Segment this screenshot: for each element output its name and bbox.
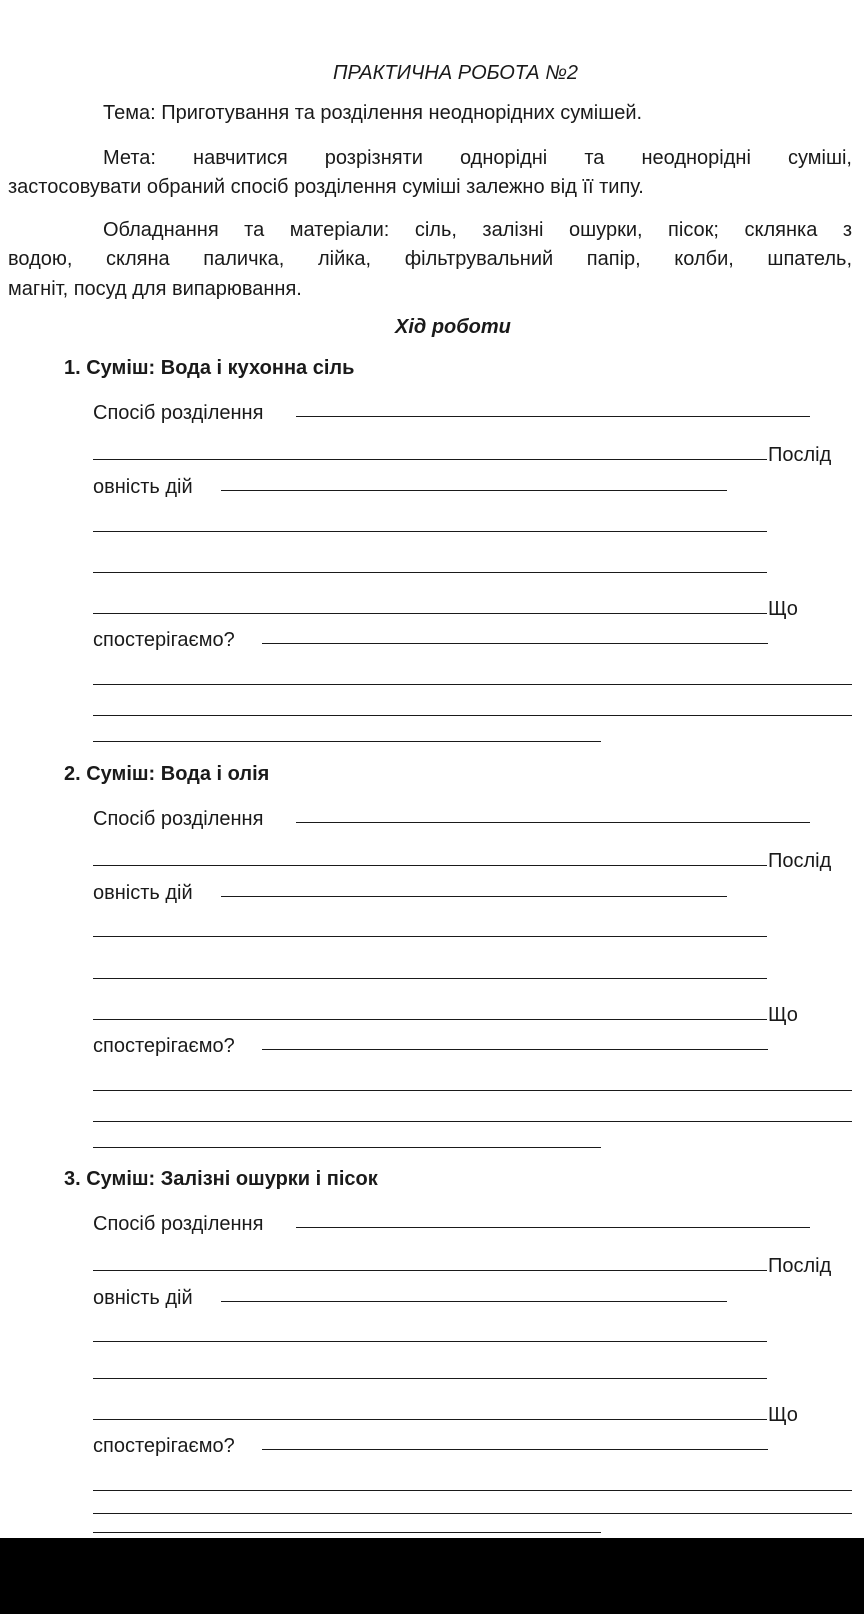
observe-label-part1: Що [768, 598, 798, 620]
sequence-label-part2: овність дій [93, 476, 193, 498]
equipment-line-2: водою, скляна паличка, лійка, фільтрувальний папір, колби, шпатель, [8, 248, 852, 270]
observe-label-part1: Що [768, 1404, 798, 1426]
answer-line[interactable] [93, 1513, 852, 1514]
answer-line[interactable] [93, 572, 767, 573]
observe-label-part1: Що [768, 1004, 798, 1026]
answer-line[interactable] [93, 459, 767, 460]
answer-line[interactable] [93, 936, 767, 937]
answer-line[interactable] [93, 684, 852, 685]
topic-text: Тема: Приготування та розділення неоднорідних сумішей. [103, 102, 643, 124]
method-label: Спосіб розділення [93, 402, 264, 424]
sequence-answer-line[interactable] [221, 1301, 727, 1302]
section-heading: 2. Суміш: Вода і олія [64, 763, 270, 785]
equipment-line-3: магніт, посуд для випарювання. [8, 278, 302, 300]
answer-line[interactable] [93, 531, 767, 532]
worksheet-title: ПРАКТИЧНА РОБОТА №2 [333, 62, 578, 84]
bottom-black-bar [0, 1538, 864, 1614]
sequence-label-part1: Послід [768, 1255, 832, 1277]
observe-answer-line[interactable] [262, 1049, 768, 1050]
sequence-label-part2: овність дій [93, 1287, 193, 1309]
equipment-line-1: Обладнання та матеріали: сіль, залізні ошурки, пісок; склянка з [103, 219, 852, 241]
answer-line[interactable] [93, 978, 767, 979]
observe-label-part2: спостерігаємо? [93, 1435, 235, 1457]
sequence-label-part2: овність дій [93, 882, 193, 904]
answer-line[interactable] [93, 1147, 601, 1148]
goal-line-2: застосовувати обраний спосіб розділення суміші залежно від її типу. [8, 176, 644, 198]
answer-line[interactable] [93, 715, 852, 716]
answer-line[interactable] [93, 1419, 767, 1420]
answer-line[interactable] [93, 1341, 767, 1342]
answer-line[interactable] [93, 741, 601, 742]
answer-line[interactable] [93, 1378, 767, 1379]
section-heading: 1. Суміш: Вода і кухонна сіль [64, 357, 355, 379]
answer-line[interactable] [93, 1532, 601, 1533]
procedure-heading: Хід роботи [395, 316, 511, 338]
method-label: Спосіб розділення [93, 808, 264, 830]
answer-line[interactable] [93, 613, 767, 614]
section-heading: 3. Суміш: Залізні ошурки і пісок [64, 1168, 378, 1190]
sequence-answer-line[interactable] [221, 490, 727, 491]
answer-line[interactable] [93, 1121, 852, 1122]
answer-line[interactable] [93, 1270, 767, 1271]
answer-line[interactable] [93, 1019, 767, 1020]
observe-label-part2: спостерігаємо? [93, 1035, 235, 1057]
goal-line-1: Мета: навчитися розрізняти однорідні та неоднорідні суміші, [103, 147, 852, 169]
sequence-label-part1: Послід [768, 850, 832, 872]
method-answer-line[interactable] [296, 822, 810, 823]
answer-line[interactable] [93, 1490, 852, 1491]
observe-answer-line[interactable] [262, 1449, 768, 1450]
sequence-answer-line[interactable] [221, 896, 727, 897]
method-label: Спосіб розділення [93, 1213, 264, 1235]
method-answer-line[interactable] [296, 1227, 810, 1228]
observe-label-part2: спостерігаємо? [93, 629, 235, 651]
answer-line[interactable] [93, 865, 767, 866]
sequence-label-part1: Послід [768, 444, 832, 466]
method-answer-line[interactable] [296, 416, 810, 417]
answer-line[interactable] [93, 1090, 852, 1091]
observe-answer-line[interactable] [262, 643, 768, 644]
